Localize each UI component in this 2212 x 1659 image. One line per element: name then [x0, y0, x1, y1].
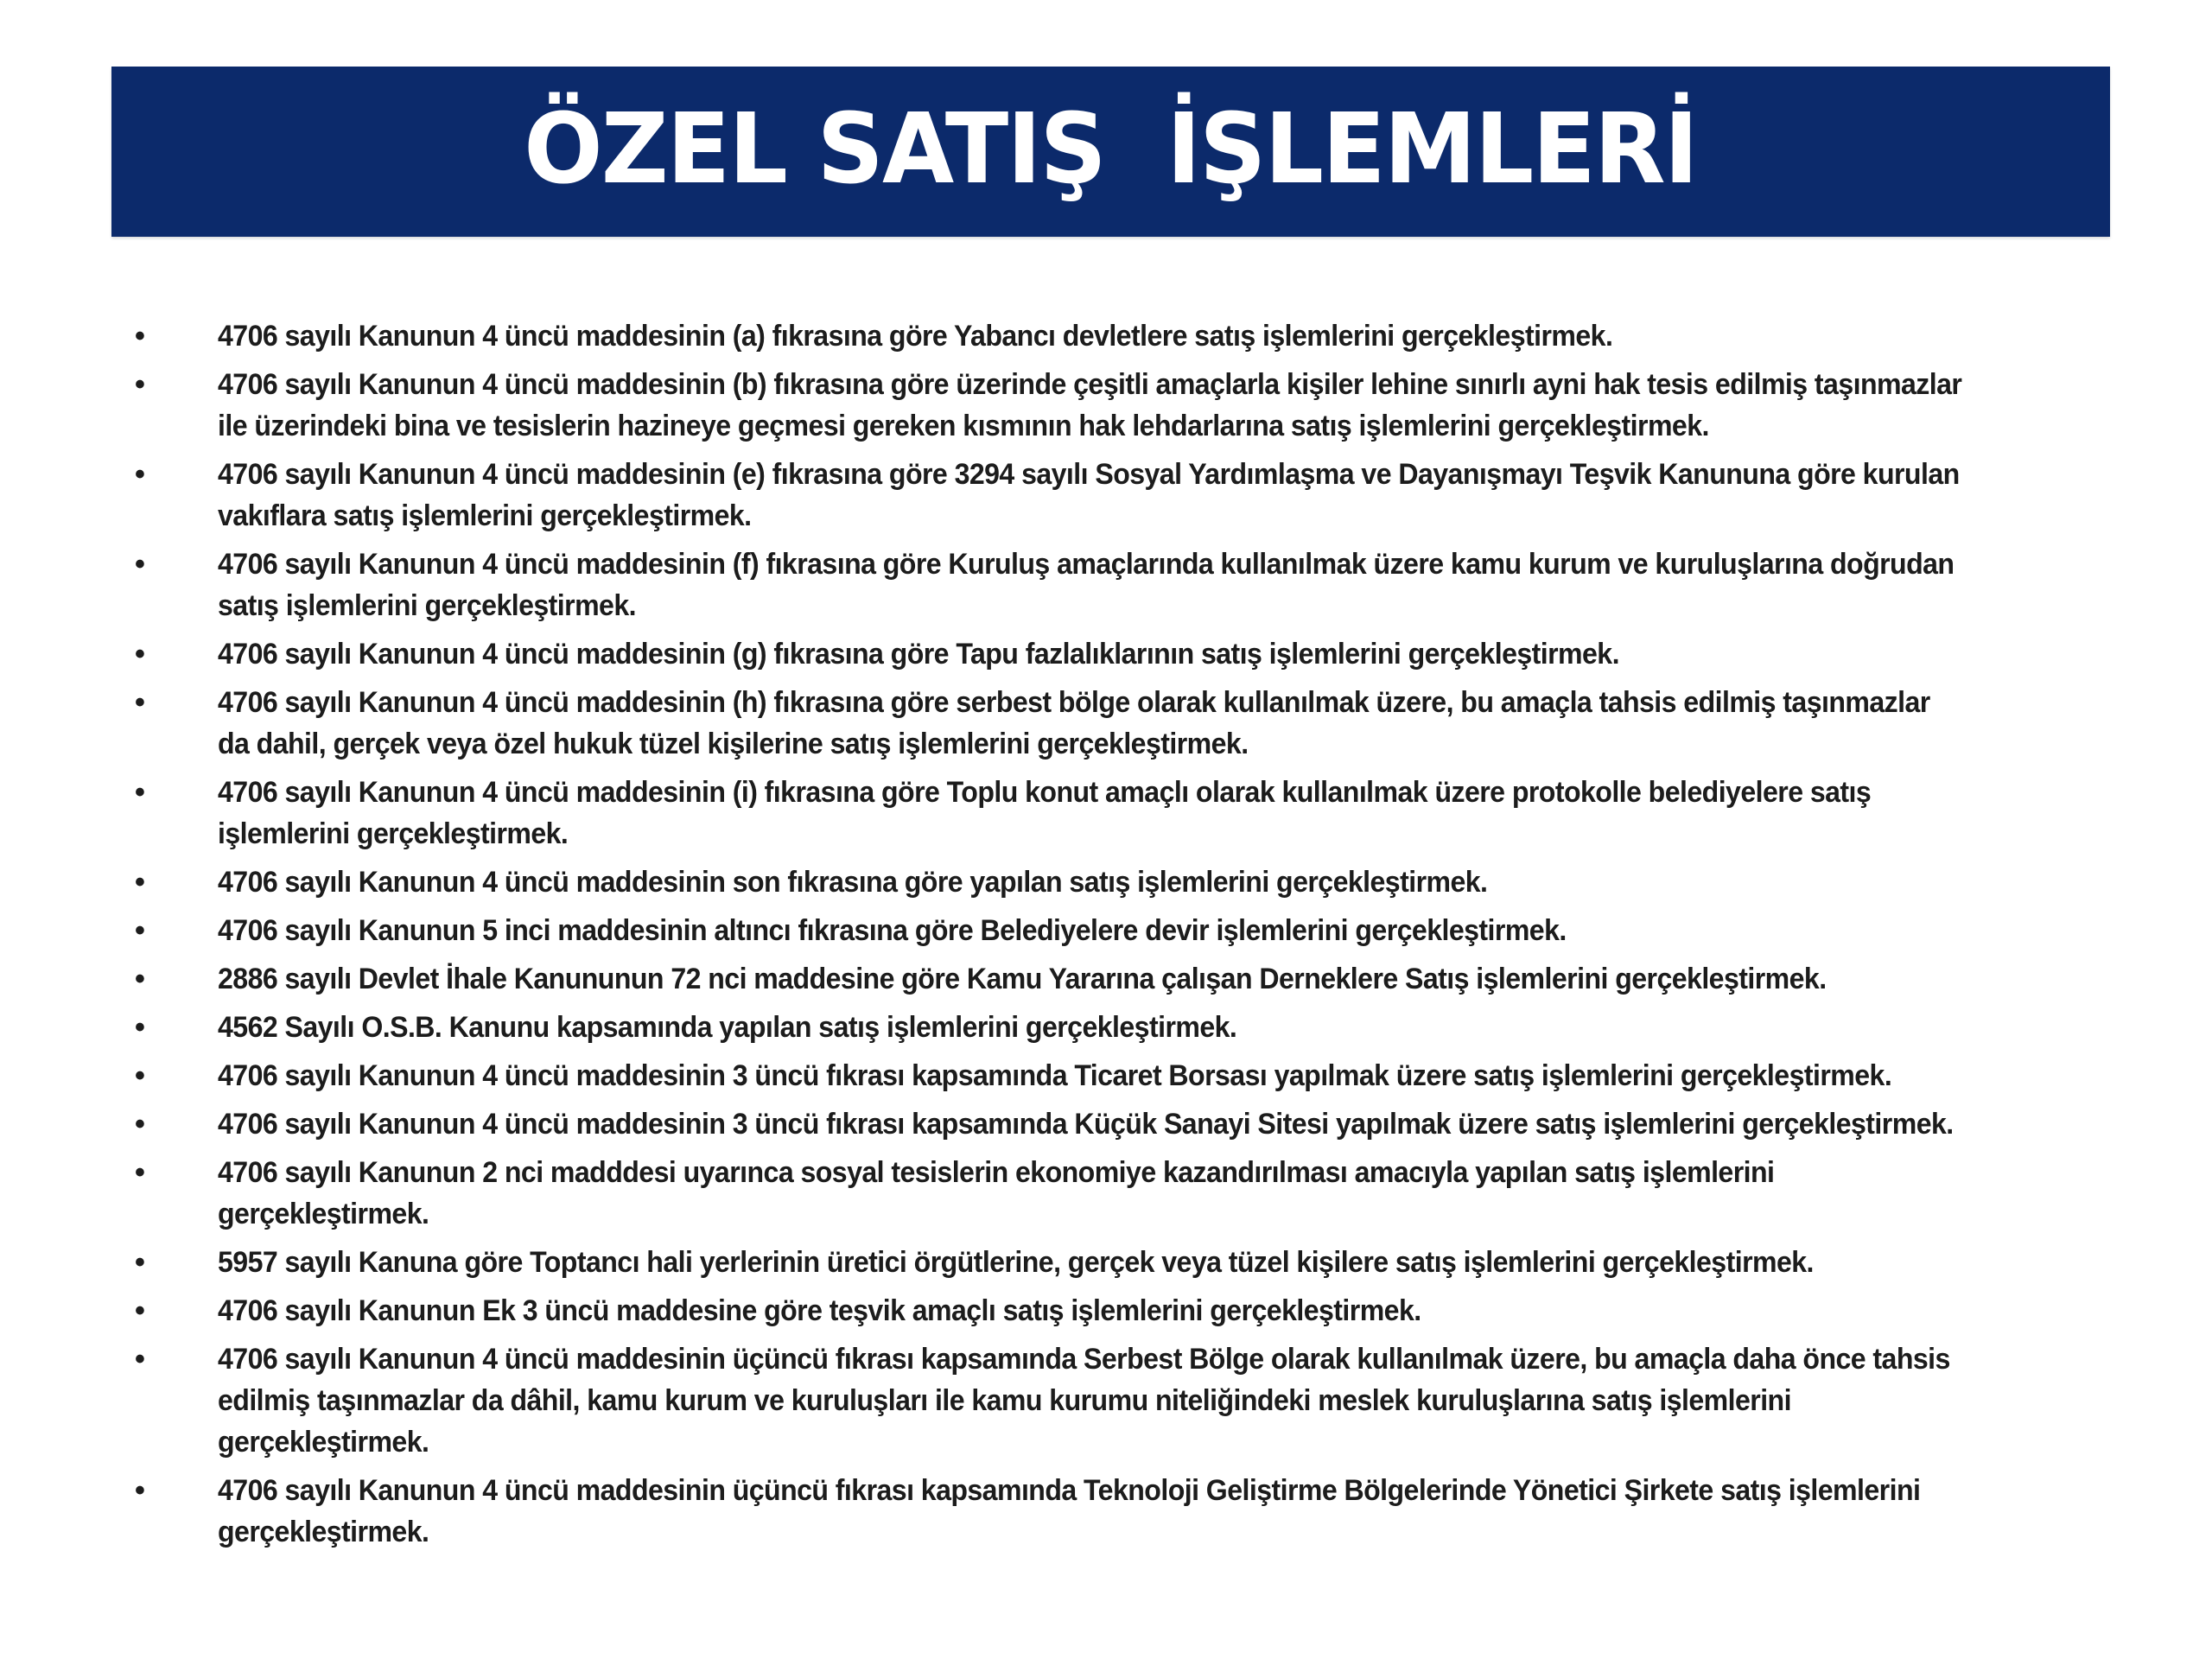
list-item-text: 4706 sayılı Kanunun 4 üncü maddesinin 3 üncü fıkrası kapsamında Ticaret Borsası yapılmak üzere satış işlemlerini gerçekleştirmek. [218, 1059, 1892, 1092]
list-item [130, 910, 2100, 951]
list-item-text: 4706 sayılı Kanunun Ek 3 üncü maddesine göre teşvik amaçlı satış işlemlerini gerçekleştirmek. [218, 1294, 1421, 1327]
slide-title: ÖZEL SATIŞ İŞLEMLERİ [524, 92, 1698, 206]
bullet-icon: • [135, 1474, 145, 1507]
list-item-text: 4706 sayılı Kanunun 4 üncü maddesinin son fıkrasına göre yapılan satış işlemlerini gerçekleştirmek. [218, 866, 1488, 899]
bullet-icon: • [135, 914, 145, 947]
bullet-icon: • [135, 686, 145, 719]
bullet-list [130, 315, 2100, 1560]
list-item [130, 1242, 2100, 1283]
list-item [130, 315, 2100, 357]
bullet-icon: • [135, 866, 145, 899]
list-item-text: 4706 sayılı Kanunun 4 üncü maddesinin (e) fıkrasına göre 3294 sayılı Sosyal Yardımlaşma ve Dayanışmayı Teşvik Kanununa göre kurulan vakıflara satış işlemlerini gerçekleştirmek. [218, 458, 1960, 532]
list-item [130, 543, 2100, 626]
list-item-text: 4706 sayılı Kanunun 4 üncü maddesinin 3 üncü fıkrası kapsamında Küçük Sanayi Sitesi yapılmak üzere satış işlemlerini gerçekleştirmek. [218, 1108, 1954, 1141]
list-item-text: 4706 sayılı Kanunun 4 üncü maddesinin (f) fıkrasına göre Kuruluş amaçlarında kullanılmak üzere kamu kurum ve kuruluşlarına doğrudan satış işlemlerini gerçekleştirmek. [218, 548, 1955, 622]
title-banner [111, 67, 2110, 237]
bullet-icon: • [135, 1011, 145, 1044]
list-item-text: 4706 sayılı Kanunun 4 üncü maddesinin üçüncü fıkrası kapsamında Teknoloji Geliştirme Bölgelerinde Yönetici Şirkete satış işlemlerini gerçekleştirmek. [218, 1474, 1921, 1548]
list-item-text: 4706 sayılı Kanunun 4 üncü maddesinin (g) fıkrasına göre Tapu fazlalıklarının satış işlemlerini gerçekleştirmek. [218, 638, 1619, 671]
bullet-icon: • [135, 548, 145, 581]
bullet-icon: • [135, 1294, 145, 1327]
list-item-text: 2886 sayılı Devlet İhale Kanununun 72 nci maddesine göre Kamu Yararına çalışan Derneklere Satış işlemlerini gerçekleştirmek. [218, 963, 1827, 995]
bullet-icon: • [135, 458, 145, 491]
list-item [130, 682, 2100, 765]
list-item [130, 861, 2100, 903]
list-item [130, 958, 2100, 1000]
list-item-text: 5957 sayılı Kanuna göre Toptancı hali yerlerinin üretici örgütlerine, gerçek veya tüzel kişilere satış işlemlerini gerçekleştirmek. [218, 1246, 1814, 1279]
list-item [130, 1290, 2100, 1332]
bullet-icon: • [135, 1059, 145, 1092]
list-item-text: 4706 sayılı Kanunun 5 inci maddesinin altıncı fıkrasına göre Belediyelere devir işlemlerini gerçekleştirmek. [218, 914, 1567, 947]
list-item-text: 4706 sayılı Kanunun 4 üncü maddesinin (b) fıkrasına göre üzerinde çeşitli amaçlarla kişiler lehine sınırlı ayni hak tesis edilmiş taşınmazlar ile üzerindeki bina ve tesislerin hazineye geçmesi gereken kısmının hak lehdarlarına satış işlemlerini gerçekleştirmek. [218, 368, 1962, 442]
list-item-text: 4706 sayılı Kanunun 4 üncü maddesinin (a) fıkrasına göre Yabancı devletlere satış işlemlerini gerçekleştirmek. [218, 320, 1613, 353]
bullet-icon: • [135, 1246, 145, 1279]
bullet-icon: • [135, 776, 145, 809]
list-item [130, 1338, 2100, 1463]
list-item [130, 1007, 2100, 1048]
list-item [130, 364, 2100, 447]
list-item [130, 772, 2100, 855]
bullet-icon: • [135, 368, 145, 401]
list-item [130, 1055, 2100, 1096]
list-item-text: 4562 Sayılı O.S.B. Kanunu kapsamında yapılan satış işlemlerini gerçekleştirmek. [218, 1011, 1237, 1044]
list-item [130, 454, 2100, 537]
list-item [130, 1103, 2100, 1145]
list-item [130, 1152, 2100, 1235]
bullet-icon: • [135, 1156, 145, 1189]
bullet-icon: • [135, 638, 145, 671]
bullet-icon: • [135, 320, 145, 353]
bullet-icon: • [135, 1343, 145, 1376]
list-item-text: 4706 sayılı Kanunun 4 üncü maddesinin üçüncü fıkrası kapsamında Serbest Bölge olarak kullanılmak üzere, bu amaçla daha önce tahsis edilmiş taşınmazlar da dâhil, kamu kurum ve kuruluşları ile kamu kurumu niteliğindeki meslek kuruluşlarına satış işlemlerini gerçekleştirmek. [218, 1343, 1950, 1459]
bullet-icon: • [135, 963, 145, 995]
list-item-text: 4706 sayılı Kanunun 2 nci madddesi uyarınca sosyal tesislerin ekonomiye kazandırılması amacıyla yapılan satış işlemlerini gerçekleştirmek. [218, 1156, 1775, 1230]
list-item-text: 4706 sayılı Kanunun 4 üncü maddesinin (i) fıkrasına göre Toplu konut amaçlı olarak kullanılmak üzere protokolle belediyelere satış işlemlerini gerçekleştirmek. [218, 776, 1872, 850]
list-item [130, 633, 2100, 675]
list-item [130, 1470, 2100, 1553]
bullet-icon: • [135, 1108, 145, 1141]
list-item-text: 4706 sayılı Kanunun 4 üncü maddesinin (h) fıkrasına göre serbest bölge olarak kullanılmak üzere, bu amaçla tahsis edilmiş taşınmazlar da dahil, gerçek veya özel hukuk tüzel kişilerine satış işlemlerini gerçekleştirmek. [218, 686, 1930, 760]
